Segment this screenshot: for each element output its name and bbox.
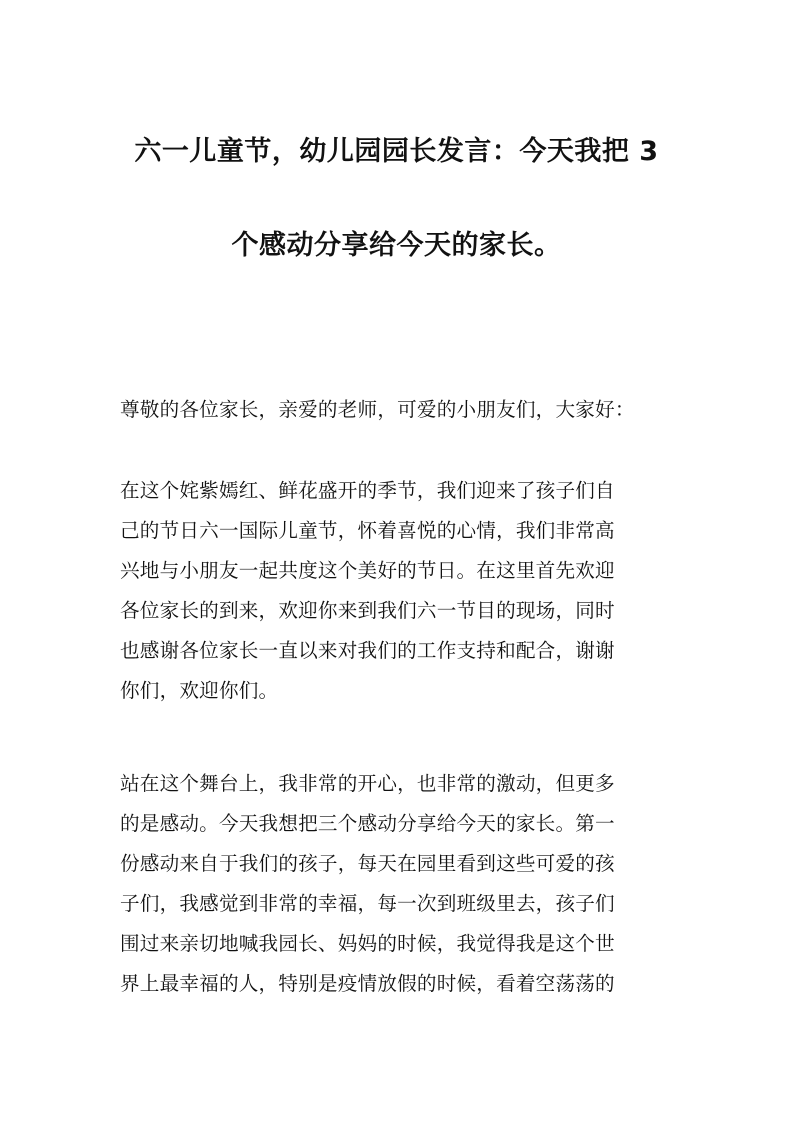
paragraph-line: 的是感动。今天我想把三个感动分享给今天的家长。第一 xyxy=(120,812,615,835)
paragraph-line: 站在这个舞台上，我非常的开心，也非常的激动，但更多 xyxy=(120,772,615,795)
page-title-line-2: 个感动分享给今天的家长。 xyxy=(231,230,562,261)
paragraph-line: 各位家长的到来，欢迎你来到我们六一节目的现场，同时 xyxy=(120,599,615,622)
greeting: 尊敬的各位家长，亲爱的老师，可爱的小朋友们，大家好： xyxy=(120,398,635,421)
paragraph-line: 界上最幸福的人，特别是疫情放假的时候，看着空荡荡的 xyxy=(120,972,615,995)
paragraph-line: 也感谢各位家长一直以来对我们的工作支持和配合，谢谢 xyxy=(120,639,615,662)
paragraph-line: 围过来亲切地喊我园长、妈妈的时候，我觉得我是这个世 xyxy=(120,932,615,955)
paragraph-line: 在这个姹紫嫣红、鲜花盛开的季节，我们迎来了孩子们自 xyxy=(120,479,615,502)
paragraph-line: 你们，欢迎你们。 xyxy=(120,679,279,702)
page-title-line-1: 六一儿童节，幼儿园园长发言：今天我把 3 xyxy=(134,136,659,167)
paragraph-line: 子们，我感觉到非常的幸福，每一次到班级里去，孩子们 xyxy=(120,892,615,915)
paragraph-line: 兴地与小朋友一起共度这个美好的节日。在这里首先欢迎 xyxy=(120,559,615,582)
paragraph-line: 己的节日六一国际儿童节，怀着喜悦的心情，我们非常高 xyxy=(120,519,615,542)
paragraph-line: 份感动来自于我们的孩子，每天在园里看到这些可爱的孩 xyxy=(120,852,615,875)
